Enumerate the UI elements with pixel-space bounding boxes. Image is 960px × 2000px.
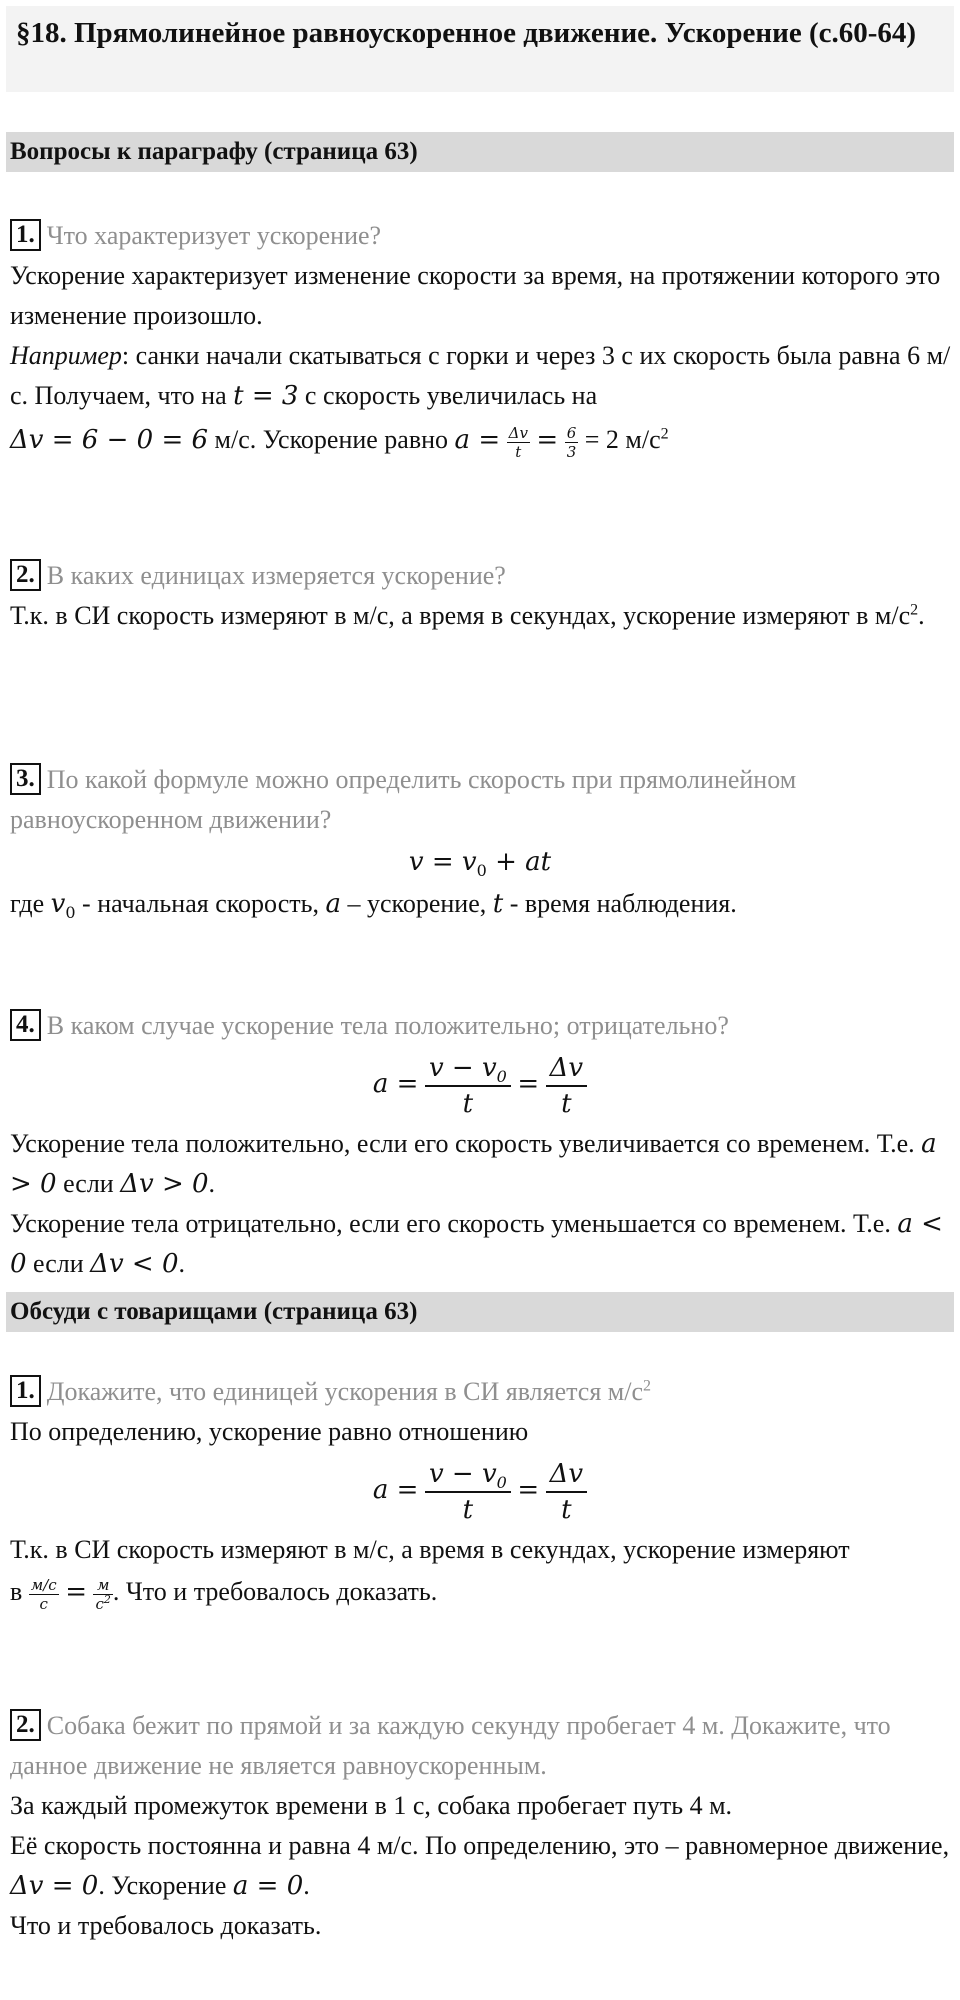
fraction-denominator: t [561,1495,572,1526]
formula-velocity [0,842,960,882]
discuss-answer-1-si: Т.к. в СИ скорость измеряют в м/с, а время в секундах, ускорение измеряют [10,1535,850,1564]
question-2 [10,556,950,596]
answer-4-positive [10,1124,955,1204]
page-title: §18. Прямолинейное равноускоренное движение. Ускорение (с.60-64) [16,17,917,49]
discuss-formula-acceleration [0,1454,960,1527]
question-number: 2. [10,559,41,591]
math-t-equals: t = 3 [233,381,299,411]
where-text-d: - время наблюдения. [503,889,737,918]
question-4 [10,1006,950,1046]
fraction-numerator-sub: 0 [496,1067,507,1087]
fraction-v-v0-t [425,1051,511,1121]
example-text: : санки начали скатываться с горки и через 3 с их скорость была равна 6 м/с. Получаем, что на [10,341,951,410]
question-text: По какой формуле можно определить скорость при прямолинейном равноускоренном движении? [10,765,797,834]
fraction-denominator: t [462,1495,474,1526]
question-text: Собака бежит по прямой и за каждую секунду пробегает 4 м. Докажите, что данное движение не является равноускоренным. [10,1711,891,1780]
fraction-denominator: 3 [566,442,577,461]
fraction-numerator: Δv [546,1457,587,1493]
question-number: 1. [10,1375,41,1407]
line-2b-text: . Ускорение [98,1871,233,1900]
section-header-questions [6,132,954,172]
answer-1-example [10,336,955,416]
fraction-ms-s [29,1576,59,1613]
answer-2-main: Т.к. в СИ скорость измеряют в м/с, а время в секундах, ускорение измеряют в м/с [10,601,911,630]
question-text: В каких единицах измеряется ускорение? [46,561,506,590]
question-1 [10,216,950,256]
fraction-dv-t [546,1051,587,1121]
where-text-c: – ускорение, [340,889,493,918]
answer-1-formula: Δv = 6 − 0 = 6 м/с. Ускорение равно a = $\frac{\Delta v}{t}$ = $\frac{6}{3}$ = 2 $м/с^2$ [10,423,669,461]
fraction-v-v0-t [425,1457,511,1527]
fraction-denominator-text: с [95,1594,104,1613]
fraction-numerator: м/с [30,1575,57,1594]
positive-end: . [208,1169,216,1198]
fraction-denominator: t [515,442,522,461]
negative-if: если [26,1249,91,1278]
fraction-numerator: Δv [508,423,528,442]
fraction-numerator: м [93,1576,112,1595]
var-t: t [492,889,504,919]
fraction-numerator [425,1051,511,1087]
fraction-m-s2 [93,1576,112,1613]
result-text: = 2 м/с [584,425,661,454]
unit-text: м/с. Ускорение равно [208,425,455,454]
math-a-equals: a = [454,425,501,455]
positive-cond: a > 0 [10,1129,937,1199]
discuss-answer-1-units [10,1570,955,1614]
question-number: 2. [10,1709,41,1741]
formula-acceleration [0,1048,960,1121]
formula-v: v = v [408,847,477,877]
fraction-numerator-text: v − v [428,1459,497,1490]
where-text: где [10,889,51,918]
fraction-6-3 [565,424,579,461]
math-delta-v: Δv = 6 − 0 = 6 [10,425,209,455]
question-text: Что характеризует ускорение? [46,221,382,250]
answer-2-text: Т.к. в СИ скорость измеряют в м/с, а время в секундах, ускорение измеряют в $м/с^2$. [10,601,925,630]
negative-cond: a < 0 [10,1209,943,1279]
formula-sub: 0 [476,861,487,881]
equals-sign: = [536,425,559,455]
fraction-dv-t [546,1457,587,1527]
fraction-dv-t [507,424,530,461]
units-end: . Что и требовалось доказать. [112,1577,438,1606]
question-text: В каком случае ускорение тела положительно; отрицательно? [46,1011,729,1040]
formula-a-lhs: a = [372,1475,419,1505]
section-header-discuss [6,1292,954,1332]
fraction-numerator-sub: 0 [496,1473,507,1493]
example-label: Например [10,341,122,370]
answer-1-text: Ускорение характеризует изменение скорости за время, на протяжении которого это изменение произошло. [10,261,941,330]
var-sub: 0 [65,903,76,923]
discuss-question-1: 1. Докажите, что единицей ускорения в СИ является $м/с^2$ [10,1372,950,1412]
fraction-numerator [425,1457,511,1493]
section-header-questions-label: Вопросы к параграфу (страница 63) [10,138,418,165]
discuss-answer-1-text: По определению, ускорение равно отношению [10,1417,529,1446]
negative-text: Ускорение тела отрицательно, если его скорость уменьшается со временем. Т.е. [10,1209,898,1238]
question-3 [10,760,950,840]
equals-sign: = [65,1577,87,1607]
section-header-discuss-label: Обсуди с товарищами (страница 63) [10,1298,418,1325]
math-a-zero: a = 0 [232,1871,304,1901]
fraction-numerator-text: v − v [428,1053,497,1084]
negative-cond-2: Δv < 0 [90,1249,179,1279]
equals-sign: = [517,1069,540,1099]
question-number: 4. [10,1009,41,1041]
question-text: Докажите, что единицей ускорения в СИ является м/с [46,1377,644,1406]
line-2c-text: . [303,1871,310,1900]
discuss-answer-2-line-3: Что и требовалось доказать. [10,1911,322,1940]
var-a: a [325,889,341,919]
line-2-text: Её скорость постоянна и равна 4 м/с. По определению, это – равномерное движение, [10,1831,950,1860]
question-number: 3. [10,763,41,795]
fraction-denominator: t [561,1089,572,1120]
fraction-denominator: t [462,1089,474,1120]
formula-a-lhs: a = [372,1069,419,1099]
formula-at: + at [486,847,552,877]
negative-end: . [178,1249,185,1278]
answer-4-negative [10,1204,955,1284]
positive-if: если [56,1169,121,1198]
answer-3-where [10,884,955,924]
positive-text: Ускорение тела положительно, если его скорость увеличивается со временем. Т.е. [10,1129,922,1158]
discuss-answer-2-line-1: За каждый промежуток времени в 1 с, собака пробегает путь 4 м. [10,1791,733,1820]
math-dv-zero: Δv = 0 [10,1871,99,1901]
positive-cond-2: Δv > 0 [120,1169,209,1199]
discuss-question-2 [10,1706,950,1786]
units-in: в [10,1577,29,1606]
fraction-numerator: 6 [566,423,577,442]
example-text-2: с скорость увеличилась на [298,381,598,410]
fraction-denominator: с [39,1594,48,1613]
fraction-denominator: $с^2$ [95,1592,111,1613]
question-number: 1. [10,219,41,251]
fraction-numerator: Δv [546,1051,587,1087]
discuss-answer-2-line-2 [10,1826,955,1906]
where-text-b: - начальная скорость, [75,889,326,918]
answer-2-end: . [918,601,925,630]
var-v: v [50,889,66,919]
title-block [6,6,954,92]
equals-sign: = [517,1475,540,1505]
